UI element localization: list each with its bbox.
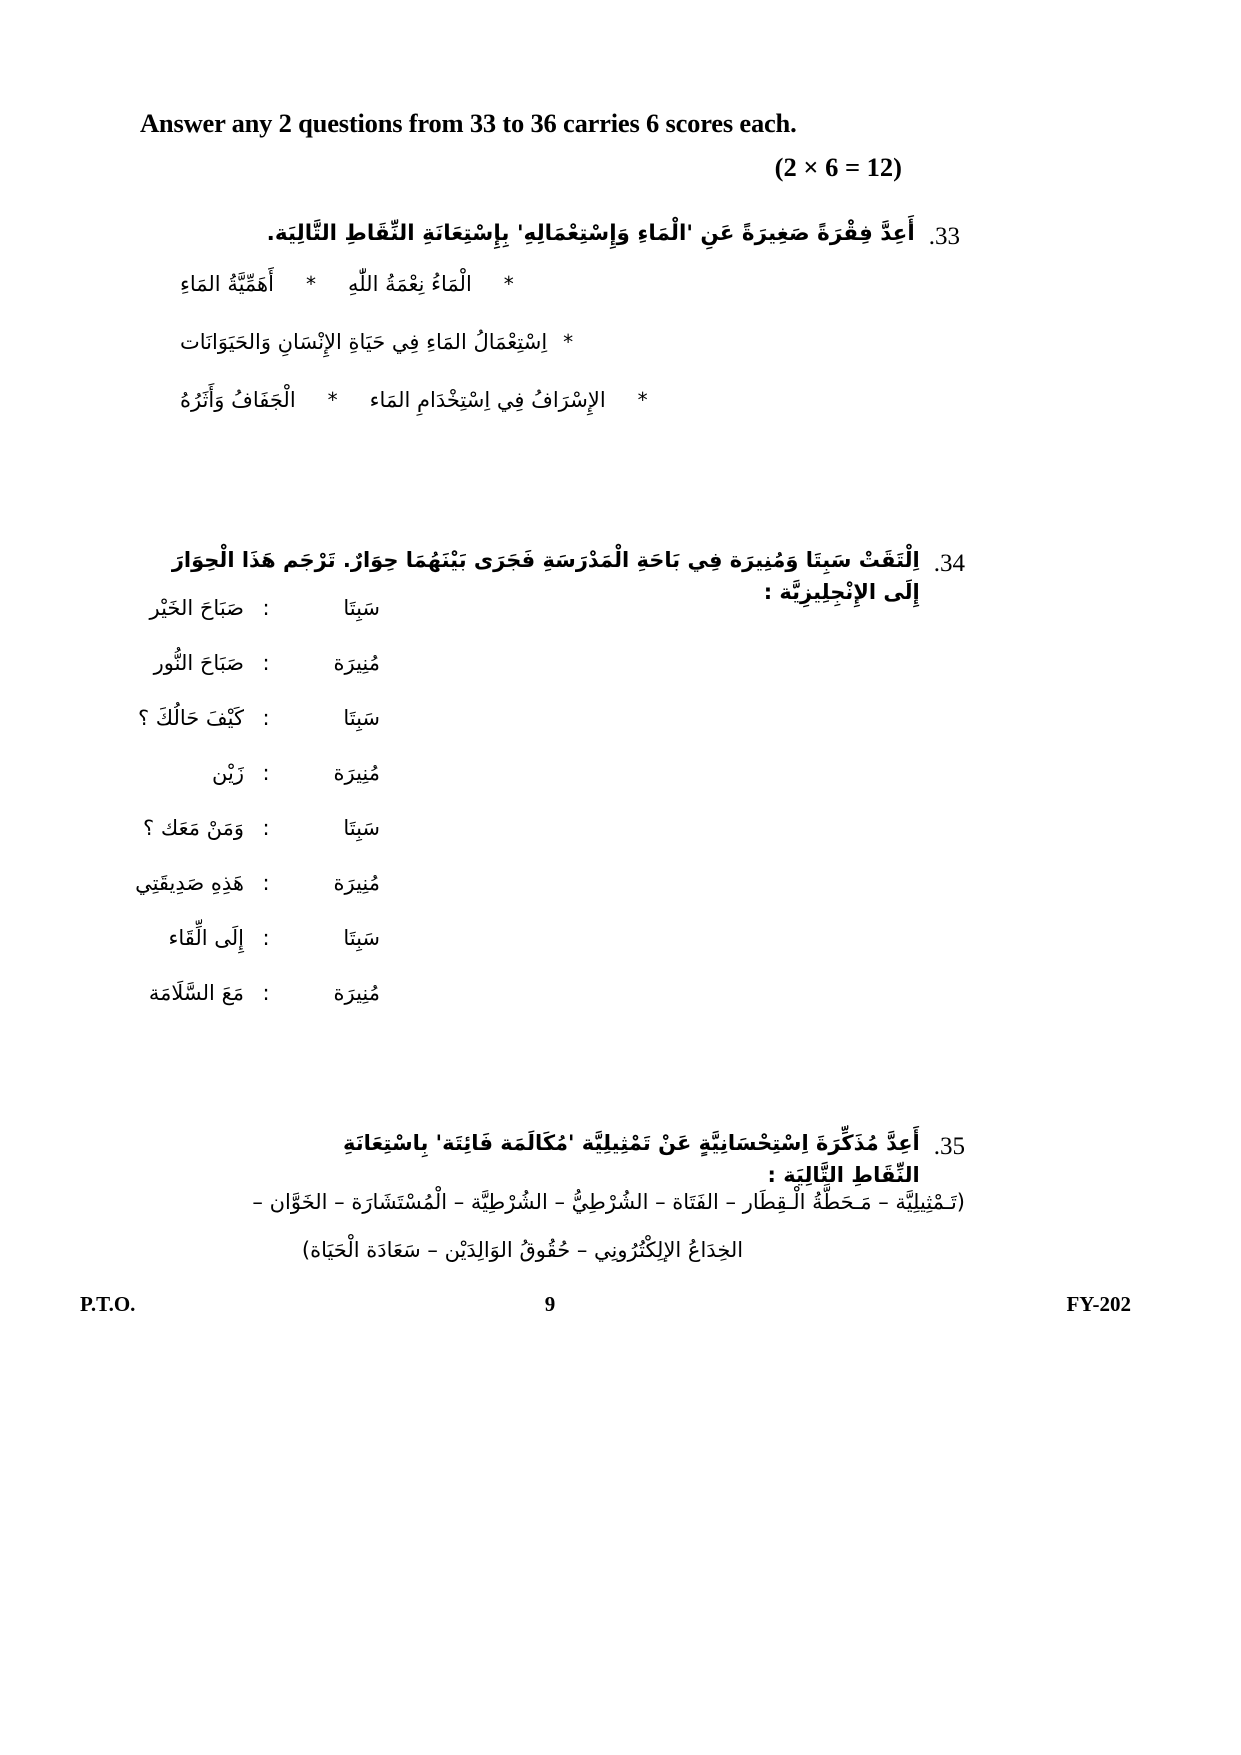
- bullet-item: الْمَاءُ نِعْمَةُ اللّٰهِ: [347, 272, 472, 296]
- dialogue-colon: :: [262, 651, 270, 675]
- question-34-prompt: اِلْتَقَتْ سَبِتَا وَمُنِيرَة فِي بَاحَةِ الْمَدْرَسَةِ فَجَرَى بَيْنَهُمَا حِوَارٌ. تَرْجَم هَذَا الْحِوَارَ إِلَى الإِنْجِلِيزِيَّة :: [171, 548, 920, 604]
- instruction-heading: Answer any 2 questions from 33 to 36 carries 6 scores each.: [140, 108, 797, 138]
- bullet-item: اِسْتِعْمَالُ المَاءِ فِي حَيَاةِ الإِنْسَانِ وَالحَيَوَانَات: [180, 330, 548, 354]
- dialogue-line: [150, 651, 940, 675]
- word-bank-line-1: (تَـمْثِيلِيَّة – مَـحَطَّةُ الْـقِطَار – الفَتَاة – الشُرْطِيُّ – الشُرْطِيَّة – الْمُسْتَشَارَة – الخَوَّان –: [252, 1190, 965, 1214]
- dialogue-speaker: مُنِيرَة: [333, 871, 380, 895]
- dialogue-speaker: سَبِتَا: [343, 706, 380, 730]
- bullet-row-3: [180, 388, 880, 412]
- question-34-dialogue: [135, 596, 940, 1036]
- dialogue-utterance: صَبَاحَ النُّور: [153, 651, 244, 675]
- question-35-word-bank: [120, 1178, 965, 1275]
- dialogue-colon: :: [262, 761, 270, 785]
- bullet-star-icon: *: [637, 388, 648, 412]
- bullet-item: الإِسْرَافُ فِي اِسْتِخْدَامِ المَاء: [369, 388, 606, 412]
- bullet-item: أَهَمِّيَّةُ المَاءِ: [180, 272, 274, 296]
- dialogue-line: [137, 706, 940, 730]
- pto-label: P.T.O.: [80, 1292, 136, 1316]
- dialogue-utterance: زَيْن: [212, 761, 244, 785]
- dialogue-speaker: سَبِتَا: [343, 596, 380, 620]
- dialogue-colon: :: [262, 871, 270, 895]
- question-33-prompt: أَعِدَّ فِقْرَةً صَغِيرَةً عَنِ 'الْمَاءِ وَإِسْتِعْمَالِهِ' بِإِسْتِعَانَةِ النِّقَاطِ التَّالِيَة.: [266, 221, 915, 246]
- question-35-prompt: أَعِدَّ مُذَكِّرَةَ اِسْتِحْسَانِيَّةٍ عَنْ تَمْثِيلِيَّة 'مُكَالَمَة فَائِتَة' بِاسْتِعَانَةِ النِّقَاطِ التَّالِيَة :: [343, 1131, 920, 1187]
- dialogue-utterance: هَذِهِ صَدِيقَتِي: [135, 871, 244, 895]
- question-35-number: 35.: [933, 1133, 965, 1160]
- dialogue-line: [150, 926, 940, 950]
- word-bank-line-2: الخِدَاعُ الإلِكْتُرُونِي – حُقُوقُ الوَالِدَيْن – سَعَادَة الْحَيَاة): [301, 1238, 744, 1263]
- bullet-star-icon: *: [327, 388, 338, 412]
- dialogue-speaker: سَبِتَا: [343, 926, 380, 950]
- dialogue-speaker: مُنِيرَة: [333, 981, 380, 1005]
- question-33-bullets: [180, 272, 880, 446]
- bullet-star-icon: *: [503, 272, 514, 296]
- bullet-row-2: [180, 330, 880, 354]
- paper-code: FY-202: [1066, 1292, 1131, 1316]
- dialogue-line: [150, 981, 940, 1005]
- dialogue-utterance: مَعَ السَّلَامَة: [148, 981, 244, 1005]
- bullet-star-icon: *: [563, 330, 574, 354]
- dialogue-colon: :: [262, 596, 270, 620]
- dialogue-colon: :: [262, 706, 270, 730]
- question-34-number: 34.: [933, 550, 965, 577]
- bullet-row-1: [180, 272, 880, 296]
- dialogue-speaker: سَبِتَا: [343, 816, 380, 840]
- dialogue-line: [135, 871, 940, 895]
- page-number: 9: [544, 1292, 556, 1316]
- dialogue-line: [150, 761, 940, 785]
- dialogue-utterance: صَبَاحَ الخَيْر: [149, 596, 244, 620]
- dialogue-utterance: وَمَنْ مَعَك ؟: [143, 816, 244, 840]
- dialogue-colon: :: [262, 926, 270, 950]
- dialogue-colon: :: [262, 981, 270, 1005]
- dialogue-utterance: كَيْفَ حَالُكَ ؟: [137, 706, 244, 730]
- dialogue-utterance: إِلَى الِّقَاء: [168, 926, 244, 950]
- bullet-item: الْجَفَافُ وَأَثَرُهُ: [180, 388, 296, 412]
- dialogue-line: [150, 596, 940, 620]
- dialogue-speaker: مُنِيرَة: [333, 651, 380, 675]
- dialogue-line: [143, 816, 940, 840]
- bullet-star-icon: *: [305, 272, 316, 296]
- scores-notation: (2 × 6 = 12): [774, 152, 902, 182]
- question-33: [180, 218, 960, 252]
- question-33-number: 33.: [928, 223, 960, 250]
- dialogue-colon: :: [262, 816, 270, 840]
- dialogue-speaker: مُنِيرَة: [333, 761, 380, 785]
